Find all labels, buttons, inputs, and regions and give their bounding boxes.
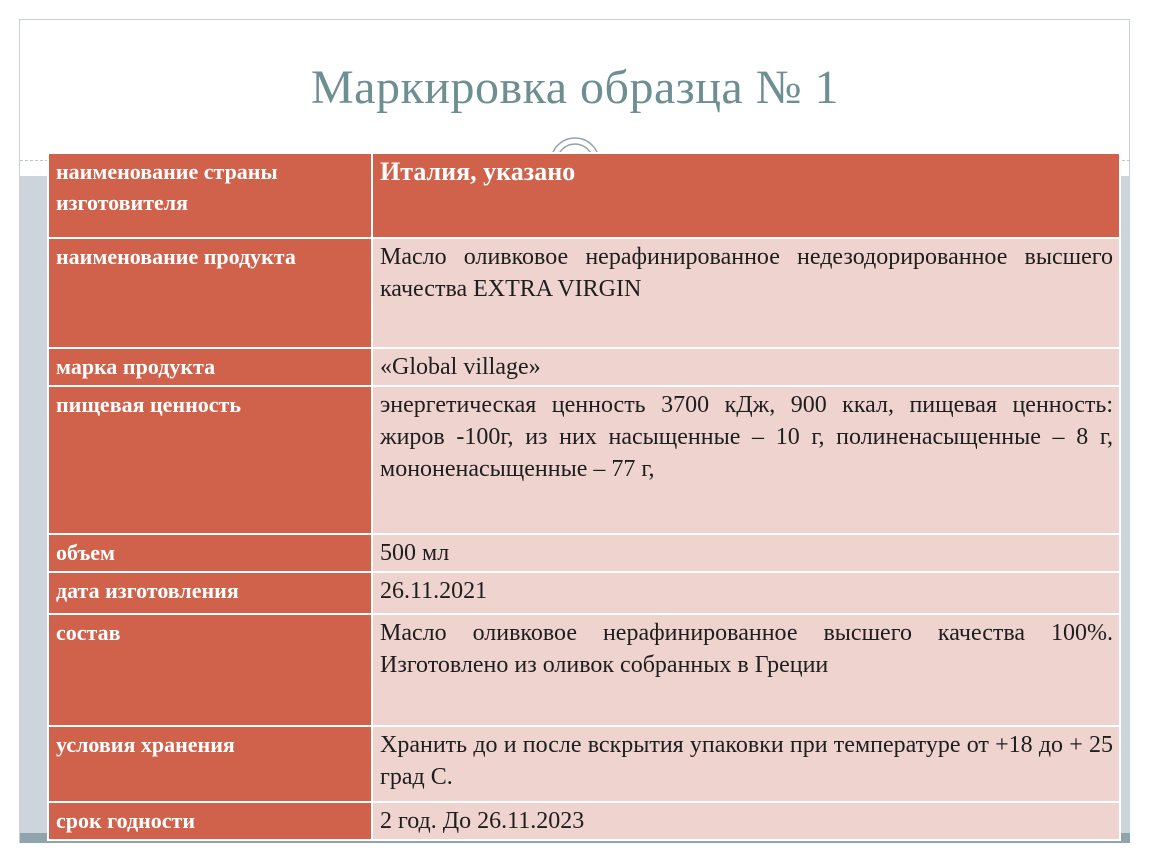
- table-row: [48, 534, 1120, 572]
- row-label: наименование страны изготовителя: [48, 153, 372, 238]
- row-value: Хранить до и после вскрытия упаковки при температуре от +18 до + 25 град С.: [372, 726, 1120, 802]
- left-accent-band: [20, 176, 48, 833]
- table-row: [48, 572, 1120, 614]
- row-value: Масло оливковое нерафинированное недезодорированное высшего качества EXTRA VIRGIN: [372, 238, 1120, 348]
- row-value: 2 год. До 26.11.2023: [372, 802, 1120, 840]
- right-accent-band: [1120, 176, 1130, 833]
- row-label: марка продукта: [48, 348, 372, 386]
- table-row: [48, 614, 1120, 726]
- table-row: [48, 802, 1120, 840]
- table-row: [48, 386, 1120, 534]
- row-value: энергетическая ценность 3700 кДж, 900 ккал, пищевая ценность: жиров -100г, из них насыщенные – 10 г, полиненасыщенные – 8 г, мононенасыщенные – 77 г,: [372, 386, 1120, 534]
- table-row: [48, 238, 1120, 348]
- row-label: наименование продукта: [48, 238, 372, 348]
- slide-title: Маркировка образца № 1: [310, 61, 840, 114]
- table-row: [48, 153, 1120, 238]
- row-value: 26.11.2021: [372, 572, 1120, 614]
- table-row: [48, 726, 1120, 802]
- row-label: объем: [48, 534, 372, 572]
- row-value: 500 мл: [372, 534, 1120, 572]
- row-value: Масло оливковое нерафинированное высшего качества 100%. Изготовлено из оливок собранных в Греции: [372, 614, 1120, 726]
- row-label: состав: [48, 614, 372, 726]
- row-label: условия хранения: [48, 726, 372, 802]
- row-value: «Global village»: [372, 348, 1120, 386]
- row-value: Италия, указано: [372, 153, 1120, 238]
- labeling-table: [47, 152, 1121, 841]
- table-row: [48, 348, 1120, 386]
- row-label: пищевая ценность: [48, 386, 372, 534]
- row-label: срок годности: [48, 802, 372, 840]
- row-label: дата изготовления: [48, 572, 372, 614]
